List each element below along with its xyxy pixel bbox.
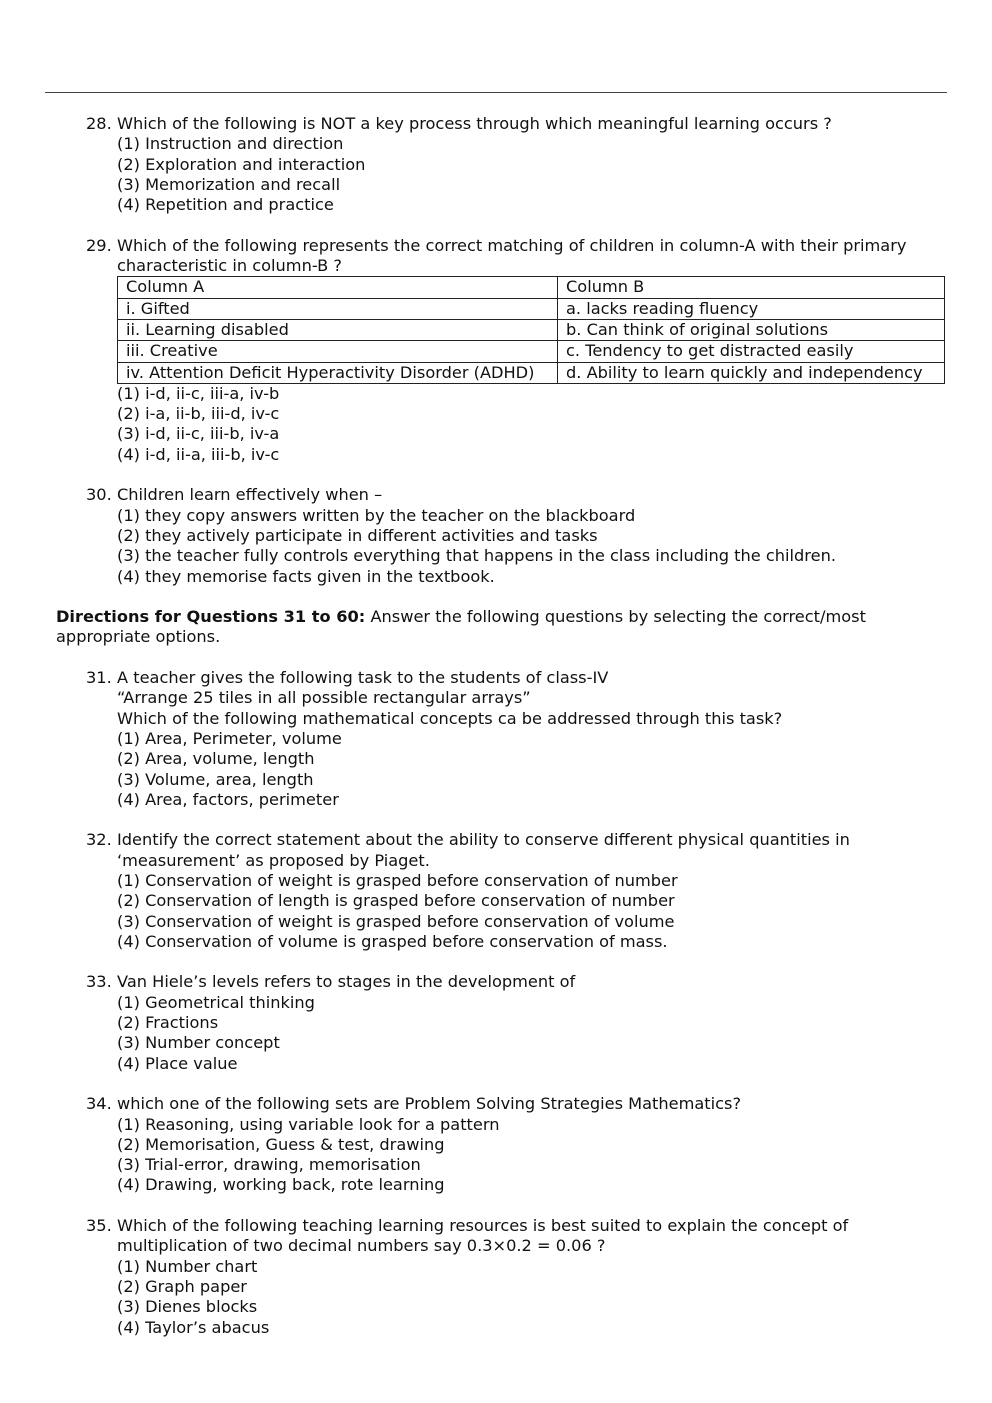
table-row: [118, 298, 945, 319]
option-4: (4) Repetition and practice: [117, 195, 334, 215]
option-2: (2) Graph paper: [117, 1276, 247, 1296]
matching-table: [117, 276, 945, 383]
option-1: (1) Instruction and direction: [117, 134, 344, 154]
question-28: [0, 114, 992, 215]
question-text: Which of the following teaching learning resources is best suited to explain the concept of: [117, 1216, 849, 1236]
question-text: A teacher gives the following task to the students of class-IV: [117, 668, 609, 688]
question-31: [0, 668, 992, 810]
option-1: (1) Conservation of weight is grasped before conservation of number: [117, 870, 678, 890]
option-2: (2) Fractions: [117, 1013, 219, 1033]
column-a-cell: iv. Attention Deficit Hyperactivity Disorder (ADHD): [118, 362, 558, 383]
option-4: (4) Drawing, working back, rote learning: [117, 1175, 445, 1195]
directions-label: Directions for Questions 31 to 60:: [56, 607, 366, 627]
question-number: 33.: [86, 972, 112, 992]
question-page: [0, 114, 992, 1358]
option-3: (3) Number concept: [117, 1033, 280, 1053]
column-a-cell: i. Gifted: [118, 298, 558, 319]
question-text-cont: multiplication of two decimal numbers say 0.3×0.2 = 0.06 ?: [117, 1236, 606, 1256]
question-32: [0, 830, 992, 952]
option-4: (4) Place value: [117, 1053, 238, 1073]
question-number: 29.: [86, 235, 112, 255]
option-4: (4) i-d, ii-a, iii-b, iv-c: [117, 444, 280, 464]
option-1: (1) Reasoning, using variable look for a pattern: [117, 1114, 500, 1134]
question-number: 34.: [86, 1094, 112, 1114]
table-row: [118, 319, 945, 340]
column-b-header: Column B: [558, 277, 945, 298]
question-number: 35.: [86, 1216, 112, 1236]
option-1: (1) i-d, ii-c, iii-a, iv-b: [117, 383, 280, 403]
question-text: Identify the correct statement about the ability to conserve different physical quantities in: [117, 830, 850, 850]
directions: [56, 607, 916, 648]
question-number: 32.: [86, 830, 112, 850]
question-text: Van Hiele’s levels refers to stages in the development of: [117, 972, 576, 992]
column-a-cell: ii. Learning disabled: [118, 319, 558, 340]
question-text: which one of the following sets are Problem Solving Strategies Mathematics?: [117, 1094, 742, 1114]
question-prompt: Which of the following mathematical concepts ca be addressed through this task?: [117, 708, 783, 728]
option-1: (1) Geometrical thinking: [117, 992, 315, 1012]
option-2: (2) Exploration and interaction: [117, 154, 366, 174]
question-number: 31.: [86, 668, 112, 688]
question-33: [0, 972, 992, 1073]
option-2: (2) Area, volume, length: [117, 749, 315, 769]
option-3: (3) Trial-error, drawing, memorisation: [117, 1155, 421, 1175]
header-rule: [45, 92, 947, 93]
option-2: (2) Memorisation, Guess & test, drawing: [117, 1134, 445, 1154]
question-30: [0, 485, 992, 586]
option-3: (3) Conservation of weight is grasped before conservation of volume: [117, 911, 675, 931]
option-4: (4) they memorise facts given in the textbook.: [117, 566, 495, 586]
question-text-cont: ‘measurement’ as proposed by Piaget.: [117, 850, 430, 870]
option-4: (4) Area, factors, perimeter: [117, 789, 339, 809]
question-text: Which of the following is NOT a key process through which meaningful learning occurs ?: [117, 114, 832, 133]
column-b-cell: a. lacks reading fluency: [558, 298, 945, 319]
option-1: (1) Area, Perimeter, volume: [117, 728, 342, 748]
option-2: (2) Conservation of length is grasped before conservation of number: [117, 891, 675, 911]
question-34: [0, 1094, 992, 1195]
question-29: [0, 236, 992, 465]
table-header-row: [118, 277, 945, 298]
option-4: (4) Taylor’s abacus: [117, 1317, 270, 1337]
column-b-cell: b. Can think of original solutions: [558, 319, 945, 340]
option-1: (1) Number chart: [117, 1256, 258, 1276]
question-task: “Arrange 25 tiles in all possible rectangular arrays”: [117, 688, 531, 708]
question-text: Which of the following represents the correct matching of children in column-A with their primary: [117, 235, 907, 255]
question-text-cont: characteristic in column-B ?: [117, 256, 342, 276]
question-number: 28.: [86, 114, 112, 133]
option-4: (4) Conservation of volume is grasped before conservation of mass.: [117, 931, 668, 951]
question-35: [0, 1216, 992, 1338]
option-3: (3) i-d, ii-c, iii-b, iv-a: [117, 424, 280, 444]
directions-text: Answer the following questions by selecting the correct/most appropriate options.: [56, 607, 866, 647]
option-2: (2) i-a, ii-b, iii-d, iv-c: [117, 404, 280, 424]
option-3: (3) Dienes blocks: [117, 1297, 258, 1317]
option-3: (3) Memorization and recall: [117, 174, 341, 194]
option-3: (3) the teacher fully controls everything that happens in the class including the children.: [117, 546, 836, 566]
option-1: (1) they copy answers written by the teacher on the blackboard: [117, 505, 636, 525]
column-b-cell: d. Ability to learn quickly and independency: [558, 362, 945, 383]
table-row: [118, 341, 945, 362]
question-number: 30.: [86, 485, 112, 505]
option-2: (2) they actively participate in different activities and tasks: [117, 525, 598, 545]
column-a-header: Column A: [118, 277, 558, 298]
option-3: (3) Volume, area, length: [117, 769, 314, 789]
table-row: [118, 362, 945, 383]
question-text: Children learn effectively when –: [117, 485, 383, 505]
column-b-cell: c. Tendency to get distracted easily: [558, 341, 945, 362]
column-a-cell: iii. Creative: [118, 341, 558, 362]
